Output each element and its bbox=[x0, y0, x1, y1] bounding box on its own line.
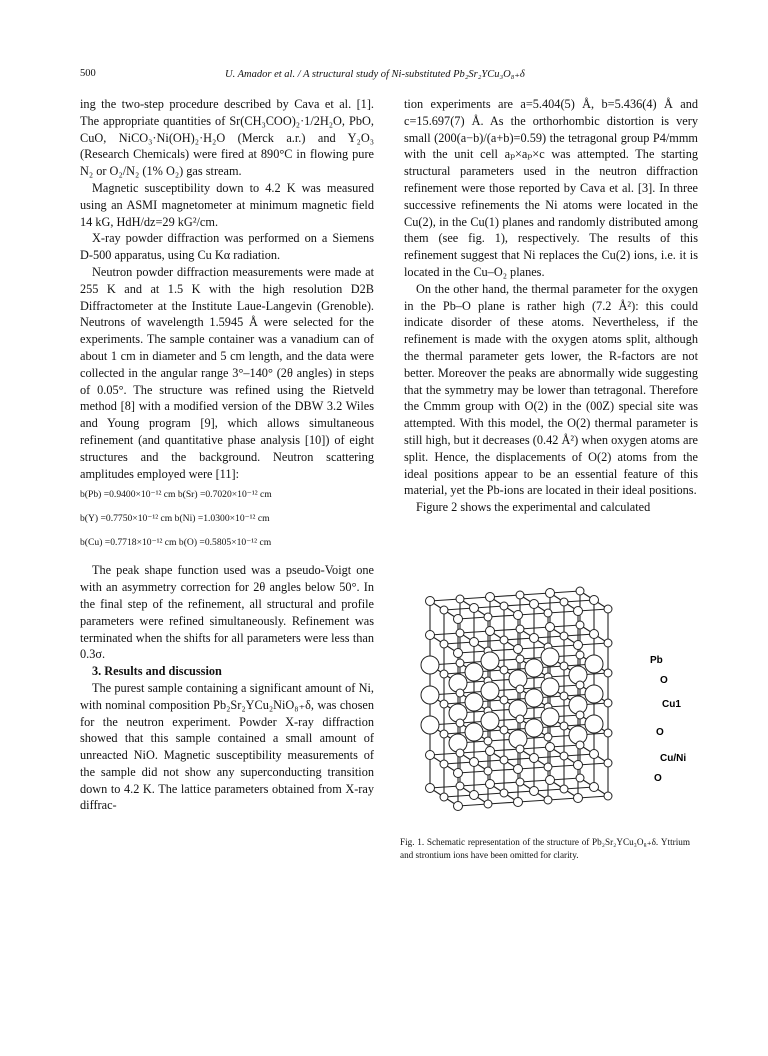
atom-sphere bbox=[590, 750, 599, 759]
atom-sphere bbox=[525, 659, 543, 677]
atom-sphere bbox=[514, 765, 523, 774]
atom-sphere bbox=[440, 670, 448, 678]
atom-sphere bbox=[604, 759, 612, 767]
atom-sphere bbox=[604, 792, 612, 800]
atom-sphere bbox=[514, 611, 523, 620]
atom-sphere bbox=[590, 596, 599, 605]
atom-sphere bbox=[576, 681, 584, 689]
figure-label: O bbox=[654, 773, 662, 784]
equation-line: b(Pb) =0.9400×10⁻¹² cm b(Sr) =0.7020×10⁻¹² cm bbox=[80, 489, 272, 501]
atom-sphere bbox=[500, 636, 508, 644]
atom-sphere bbox=[486, 627, 495, 636]
atom-sphere bbox=[484, 613, 492, 621]
atom-sphere bbox=[530, 600, 539, 609]
figure-label: Cu1 bbox=[662, 699, 681, 710]
atom-sphere bbox=[541, 708, 559, 726]
atom-sphere bbox=[516, 591, 524, 599]
atom-sphere bbox=[604, 669, 612, 677]
atom-sphere bbox=[544, 796, 552, 804]
atom-sphere bbox=[421, 656, 439, 674]
atom-sphere bbox=[440, 760, 448, 768]
atom-sphere bbox=[426, 784, 435, 793]
right-column bbox=[404, 96, 698, 516]
atom-sphere bbox=[486, 780, 495, 789]
equation-line: b(Y) =0.7750×10⁻¹² cm b(Ni) =1.0300×10⁻¹² cm bbox=[80, 513, 270, 525]
atom-sphere bbox=[560, 662, 568, 670]
atom-sphere bbox=[500, 789, 508, 797]
atom-sphere bbox=[456, 595, 464, 603]
atom-sphere bbox=[454, 802, 463, 811]
figure-label: O bbox=[660, 675, 668, 686]
atom-sphere bbox=[470, 604, 479, 613]
atom-sphere bbox=[516, 715, 524, 723]
atom-sphere bbox=[456, 689, 464, 697]
atom-sphere bbox=[440, 640, 448, 648]
atom-sphere bbox=[456, 782, 464, 790]
atom-sphere bbox=[546, 776, 555, 785]
atom-sphere bbox=[546, 743, 555, 752]
atom-sphere bbox=[456, 629, 464, 637]
atom-sphere bbox=[514, 645, 523, 654]
crystal-structure-figure bbox=[410, 583, 710, 828]
page-number: 500 bbox=[80, 68, 96, 79]
atom-sphere bbox=[500, 666, 508, 674]
running-title: U. Amador et al. / A structural study of Ni-substituted Pb₂Sr₂YCu₃O₈₊δ bbox=[225, 69, 525, 80]
atom-sphere bbox=[590, 630, 599, 639]
atom-sphere bbox=[516, 745, 524, 753]
page-header bbox=[80, 68, 700, 84]
atom-sphere bbox=[470, 758, 479, 767]
atom-sphere bbox=[454, 615, 463, 624]
figure-label: O bbox=[656, 727, 664, 738]
atom-sphere bbox=[465, 723, 483, 741]
atom-sphere bbox=[465, 663, 483, 681]
atom-sphere bbox=[576, 587, 584, 595]
atom-sphere bbox=[530, 787, 539, 796]
equation-block bbox=[80, 488, 374, 550]
atom-sphere bbox=[426, 631, 435, 640]
paragraph: Figure 2 shows the experimental and calculated bbox=[416, 500, 651, 515]
atom-sphere bbox=[585, 715, 603, 733]
atom-sphere bbox=[470, 791, 479, 800]
atom-sphere bbox=[574, 607, 583, 616]
paragraph: Magnetic susceptibility down to 4.2 K was measured using an ASMI magnetometer at minimum magnetic field 14 kG, HdH/dz=29 kG²/cm. bbox=[80, 180, 374, 229]
atom-sphere bbox=[546, 589, 555, 598]
atom-sphere bbox=[481, 682, 499, 700]
atom-sphere bbox=[546, 623, 555, 632]
atom-sphere bbox=[525, 689, 543, 707]
atom-sphere bbox=[426, 751, 435, 760]
atom-sphere bbox=[585, 685, 603, 703]
left-column bbox=[80, 96, 374, 814]
atom-sphere bbox=[470, 638, 479, 647]
atom-sphere bbox=[574, 761, 583, 770]
atom-sphere bbox=[544, 733, 552, 741]
figure-label: Cu/Ni bbox=[660, 753, 687, 764]
atom-sphere bbox=[516, 778, 524, 786]
paragraph: The purest sample containing a significant amount of Ni, with nominal composition Pb₂Sr₂YCu₂NiO₈₊δ, was chosen for the neutron experiment. Powder X-ray diffraction showed that this sample contained a small amount of unreacted NiO. Magnetic susceptibility measurements of the sample did not show any superconducting transition down to 4.2 K. The lattice parameters obtained from X-ray diffrac- bbox=[80, 680, 374, 813]
atom-sphere bbox=[604, 729, 612, 737]
atom-sphere bbox=[481, 712, 499, 730]
atom-sphere bbox=[486, 747, 495, 756]
atom-sphere bbox=[541, 648, 559, 666]
atom-sphere bbox=[576, 651, 584, 659]
atom-sphere bbox=[576, 711, 584, 719]
atom-sphere bbox=[544, 609, 552, 617]
atom-sphere bbox=[456, 719, 464, 727]
atom-sphere bbox=[576, 621, 584, 629]
paragraph: ing the two-step procedure described by Cava et al. [1]. The appropriate quantities of Sr(CH₃COO)₂·1/2H₂O, PbO, CuO, NiCO₃·Ni(OH)₂·H₂O (Merck a.r.) and Y₂O₃ (Research Chemicals) were fired at 890°C in flowing pure N₂ or O₂/N₂ (1% O₂) gas stream. bbox=[80, 97, 374, 179]
atom-sphere bbox=[604, 605, 612, 613]
atom-sphere bbox=[576, 774, 584, 782]
atom-sphere bbox=[560, 632, 568, 640]
atom-sphere bbox=[421, 716, 439, 734]
atom-sphere bbox=[590, 783, 599, 792]
atom-sphere bbox=[456, 659, 464, 667]
paragraph: Neutron powder diffraction measurements were made at 255 K and at 1.5 K with the high resolution D2B Diffractometer at the Institute Laue-Langevin (Grenoble). Neutrons of wavelength 1.5945 Å were selected for the experiments. The sample container was a vanadium can of about 1 cm in diameter and 5 cm length, and the data were collected in the angular range 3°–140° (2θ angles) in steps of 0.05°. The structure was refined using the Rietveld method [8] with a modified version of the DBW 3.2 Wiles and Young program [9], which allows simultaneous refinement (and quantitative phase analysis [10]) of eight structures and the background. Neutron scattering amplitudes employed were [11]: bbox=[80, 264, 374, 481]
atom-sphere bbox=[560, 752, 568, 760]
crystal-structure-drawing bbox=[410, 583, 710, 828]
section-heading: 3. Results and discussion bbox=[92, 664, 222, 679]
atom-sphere bbox=[484, 737, 492, 745]
atom-sphere bbox=[574, 794, 583, 803]
atom-sphere bbox=[426, 597, 435, 606]
atom-sphere bbox=[454, 649, 463, 658]
paragraph: The peak shape function used was a pseudo-Voigt one with an asymmetry correction for 2θ angles below 50°. In the final step of the refinement, all structural and profile parameters were refined simultaneously. Refinement was terminated when the shifts for all parameters were less than 0.3σ. bbox=[80, 563, 374, 662]
figure-caption: Fig. 1. Schematic representation of the structure of Pb₂Sr₂YCu₃O₈₊δ. Yttrium and strontium ions have been omitted for clarity. bbox=[400, 837, 690, 860]
paragraph: On the other hand, the thermal parameter for the oxygen in the Pb–O plane is rather high (7.2 Å²): this could indicate disorder of these atoms. Nevertheless, if the refinement is made with the oxygen atoms split, although the thermal parameter gets lower, the R-factors are not better. Moreover the peaks are abnormally wide suggesting that the symmetry may be lower than tetragonal. Therefore the Cmmm group with O(2) in the (00Z) special site was attempted. With this model, the O(2) thermal parameter is still high, but it decreases (0.42 Å²) when oxygen atoms are split. Hence, the displacements of O(2) atoms from the ideal positions appear to be an essential feature of this material, yet the Pb-ions are located in their ideal positions. bbox=[404, 281, 698, 498]
equation-line: b(Cu) =0.7718×10⁻¹² cm b(O) =0.5805×10⁻¹² cm bbox=[80, 537, 272, 549]
atom-sphere bbox=[465, 693, 483, 711]
atom-sphere bbox=[530, 634, 539, 643]
atom-sphere bbox=[440, 606, 448, 614]
figure-label: Pb bbox=[650, 655, 663, 666]
paragraph: tion experiments are a=5.404(5) Å, b=5.436(4) Å and c=15.697(7) Å. As the orthorhombic distortion is very small (200(a−b)/(a+b)=0.59) the tetragonal group P4/mmm with the unit cell aₚ×aₚ×c was attempted. The starting structural parameters used in the neutron diffraction refinement were those reported by Cava et al. [3]. In three successive refinements the Ni atoms were located in the Cu(2), in the Cu(1) planes and randomly distributed among them (see fig. 1), respectively. The results of this refinement suggest that Ni replaces the Cu(2) ions, i.e. it is located in the Cu–O₂ planes. bbox=[404, 97, 698, 279]
paragraph: X-ray powder diffraction was performed on a Siemens D-500 apparatus, using Cu Kα radiation. bbox=[80, 231, 374, 263]
atom-sphere bbox=[604, 699, 612, 707]
atom-sphere bbox=[421, 686, 439, 704]
atom-sphere bbox=[440, 700, 448, 708]
atom-sphere bbox=[500, 696, 508, 704]
atom-sphere bbox=[500, 726, 508, 734]
atom-sphere bbox=[440, 730, 448, 738]
atom-sphere bbox=[560, 692, 568, 700]
atom-sphere bbox=[440, 793, 448, 801]
atom-sphere bbox=[516, 685, 524, 693]
atom-sphere bbox=[560, 785, 568, 793]
atom-sphere bbox=[530, 754, 539, 763]
atom-sphere bbox=[484, 800, 492, 808]
atom-sphere bbox=[484, 767, 492, 775]
atom-sphere bbox=[516, 655, 524, 663]
atom-sphere bbox=[574, 641, 583, 650]
atom-sphere bbox=[576, 741, 584, 749]
atom-sphere bbox=[456, 749, 464, 757]
atom-sphere bbox=[500, 602, 508, 610]
atom-sphere bbox=[560, 598, 568, 606]
atom-sphere bbox=[454, 769, 463, 778]
atom-sphere bbox=[486, 593, 495, 602]
atom-sphere bbox=[560, 722, 568, 730]
atom-sphere bbox=[585, 655, 603, 673]
atom-sphere bbox=[604, 639, 612, 647]
atom-sphere bbox=[514, 798, 523, 807]
atom-sphere bbox=[516, 625, 524, 633]
atom-sphere bbox=[544, 763, 552, 771]
atom-sphere bbox=[481, 652, 499, 670]
atom-sphere bbox=[541, 678, 559, 696]
atom-sphere bbox=[525, 719, 543, 737]
atom-sphere bbox=[500, 756, 508, 764]
